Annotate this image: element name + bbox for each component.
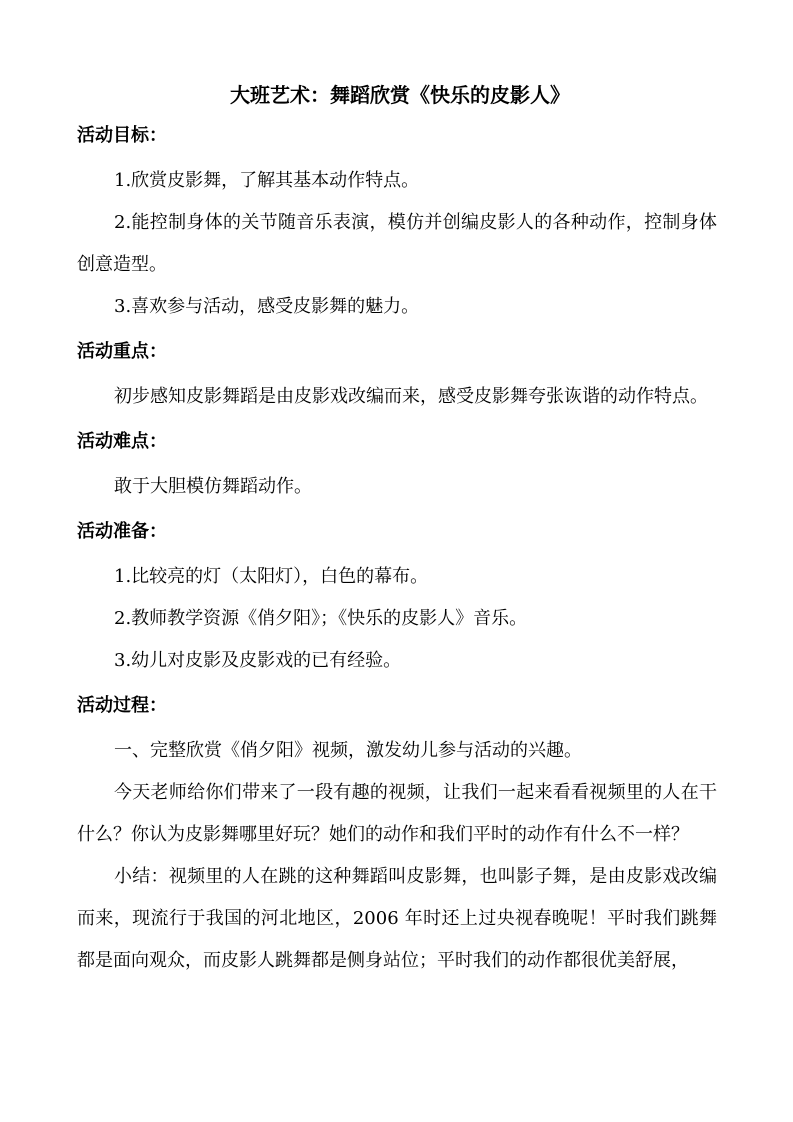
preparation-heading: 活动准备： [77, 521, 167, 542]
process-paragraph-1: 一、完整欣赏《俏夕阳》视频，激发幼儿参与活动的兴趣。 [114, 740, 582, 761]
key-points-heading: 活动重点： [77, 341, 167, 362]
goal-item-3: 3.喜欢参与活动，感受皮影舞的魅力。 [114, 296, 420, 317]
difficulties-heading: 活动难点： [77, 431, 167, 452]
preparation-item-1: 1.比较亮的灯（太阳灯），白色的幕布。 [114, 566, 429, 587]
preparation-item-2: 2.教师教学资源《俏夕阳》；《快乐的皮影人》音乐。 [114, 608, 528, 629]
difficulties-text: 敢于大胆模仿舞蹈动作。 [114, 476, 312, 497]
goal-item-2: 2.能控制身体的关节随音乐表演，模仿并创编皮影人的各种动作，控制身体创意造型。 [77, 212, 717, 275]
key-points-text: 初步感知皮影舞蹈是由皮影戏改编而来，感受皮影舞夸张诙谐的动作特点。 [114, 386, 708, 407]
preparation-item-3: 3.幼儿对皮影及皮影戏的已有经验。 [114, 650, 402, 671]
process-paragraph-3: 小结：视频里的人在跳的这种舞蹈叫皮影舞，也叫影子舞，是由皮影戏改编而来，现流行于我国的河北地区，2006 年时还上过央视春晚呢！平时我们跳舞都是面向观众，而皮影人跳舞都是侧身站位；平时我们的动作都很优美舒展， [77, 866, 717, 971]
document-title: 大班艺术：舞蹈欣赏《快乐的皮影人》 [230, 83, 570, 107]
goal-item-1: 1.欣赏皮影舞，了解其基本动作特点。 [114, 170, 420, 191]
process-heading: 活动过程： [77, 695, 167, 716]
goals-heading: 活动目标： [77, 125, 167, 146]
process-paragraph-2: 今天老师给你们带来了一段有趣的视频，让我们一起来看看视频里的人在干什么？你认为皮影舞哪里好玩？她们的动作和我们平时的动作有什么不一样？ [77, 782, 717, 845]
